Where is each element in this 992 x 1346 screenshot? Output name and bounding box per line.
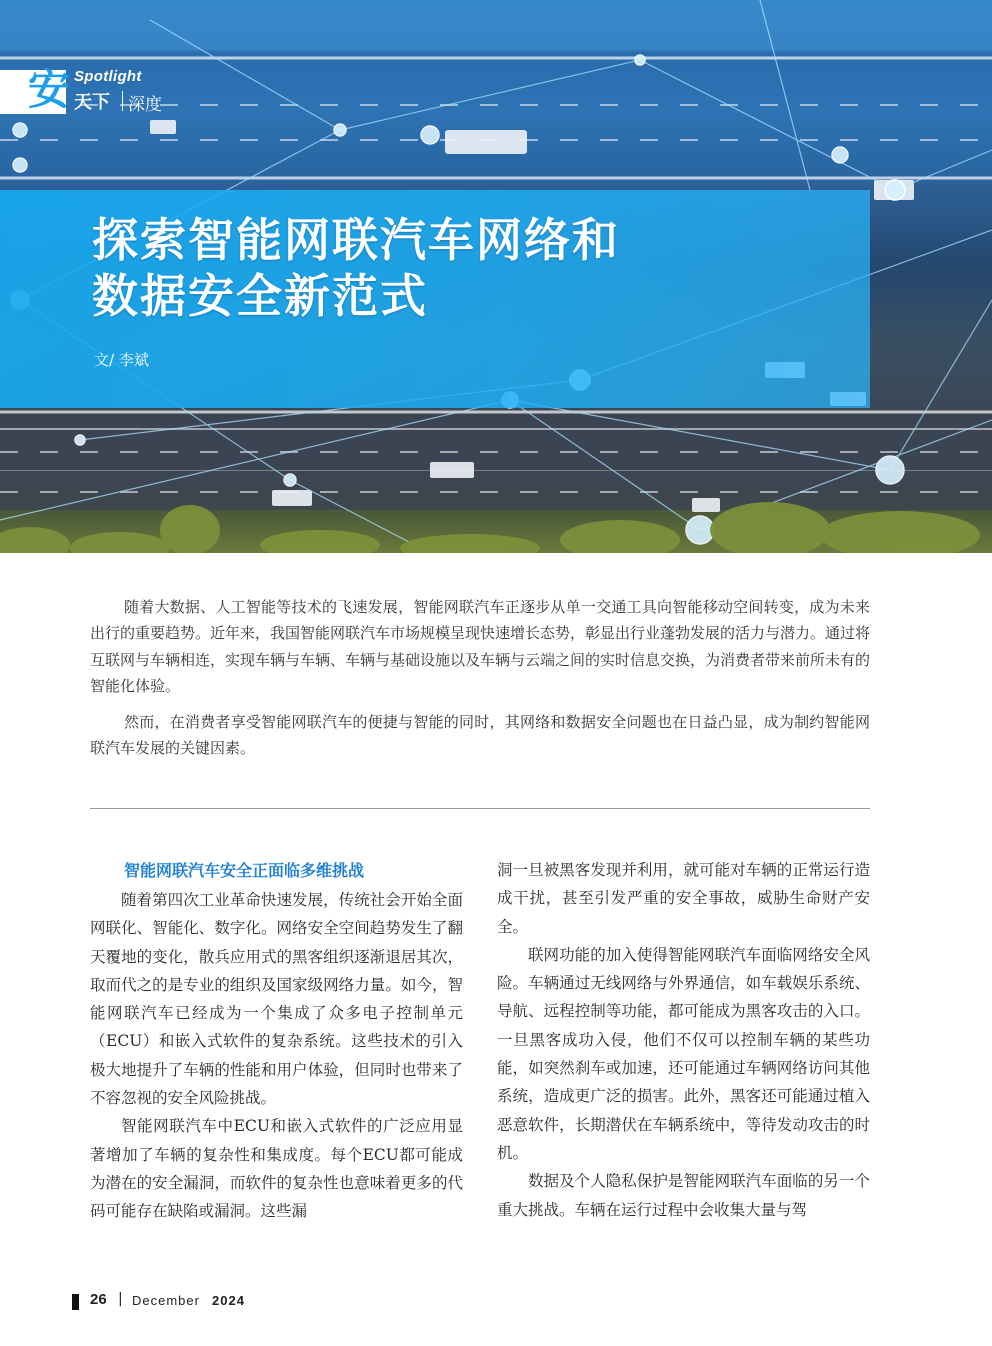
body-paragraph: 联网功能的加入使得智能网联汽车面临网络安全风险。车辆通过无线网络与外界通信，如车载娱乐系统、导航、远程控制等功能，都可能成为黑客攻击的入口。一旦黑客成功入侵，他们不仅可以控制车辆的某些功能，如突然刹车或加速，还可能通过车辆网络访问其他系统，造成更广泛的损害。此外，黑客还可能通过植入恶意软件，长期潜伏在车辆系统中，等待发动攻击的时机。	[497, 945, 870, 1162]
logo-spotlight: Spotlight	[74, 68, 142, 85]
body-paragraph: 洞一旦被黑客发现并利用，就可能对车辆的正常运行造成干扰，甚至引发严重的安全事故，威胁生命财产安全。	[497, 861, 870, 936]
footer-separator: |	[118, 1291, 123, 1307]
footer-marker	[72, 1294, 79, 1310]
right-column	[497, 856, 870, 1224]
title-line-2: 数据安全新范式	[92, 269, 428, 323]
intro-paragraph-1: 随着大数据、人工智能等技术的飞速发展，智能网联汽车正逐步从单一交通工具向智能移动空间转变，成为未来出行的重要趋势。近年来，我国智能网联汽车市场规模呈现快速增长态势，彰显出行业蓬勃发展的活力与潜力。通过将互联网与车辆相连，实现车辆与车辆、车辆与基础设施以及车辆与云端之间的实时信息交换，为消费者带来前所未有的智能化体验。	[90, 598, 871, 695]
author-byline: 文/ 李斌	[94, 351, 149, 369]
logo-character: 安	[28, 65, 71, 114]
hero-image	[0, 0, 992, 553]
column-logo	[0, 64, 180, 116]
intro-paragraph-2: 然而，在消费者享受智能网联汽车的便捷与智能的同时，其网络和数据安全问题也在日益凸显，成为制约智能网联汽车发展的关键因素。	[90, 713, 870, 758]
body-paragraph: 随着第四次工业革命快速发展，传统社会开始全面网联化、智能化、数字化。网络安全空间趋势发生了翻天覆地的变化，散兵应用式的黑客组织逐渐退居其次，取而代之的是专业的组织及国家级网络力量。如今，智能网联汽车已经成为一个集成了众多电子控制单元（ECU）和嵌入式软件的复杂系统。这些技术的引入极大地提升了车辆的性能和用户体验，但同时也带来了不容忽视的安全风险挑战。	[90, 891, 463, 1108]
logo-section-depth: 深度	[128, 95, 162, 115]
issue-month: December	[132, 1293, 200, 1308]
logo-divider	[122, 91, 123, 111]
body-paragraph: 智能网联汽车中ECU和嵌入式软件的广泛应用显著增加了车辆的复杂性和集成度。每个ECU都可能成为潜在的安全漏洞，而软件的复杂性也意味着更多的代码可能存在缺陷或漏洞。这些漏	[90, 1117, 463, 1221]
section-divider	[90, 808, 870, 809]
left-column	[90, 856, 463, 1226]
issue-year: 2024	[212, 1293, 245, 1308]
logo-tianxia: 天下	[74, 92, 110, 113]
page-number: 26	[90, 1291, 107, 1308]
section-heading: 智能网联汽车安全正面临多维挑战	[124, 861, 365, 880]
title-line-1: 探索智能网联汽车网络和	[92, 213, 620, 267]
article-title	[92, 212, 620, 324]
body-paragraph: 数据及个人隐私保护是智能网联汽车面临的另一个重大挑战。车辆在运行过程中会收集大量与驾	[497, 1172, 870, 1219]
